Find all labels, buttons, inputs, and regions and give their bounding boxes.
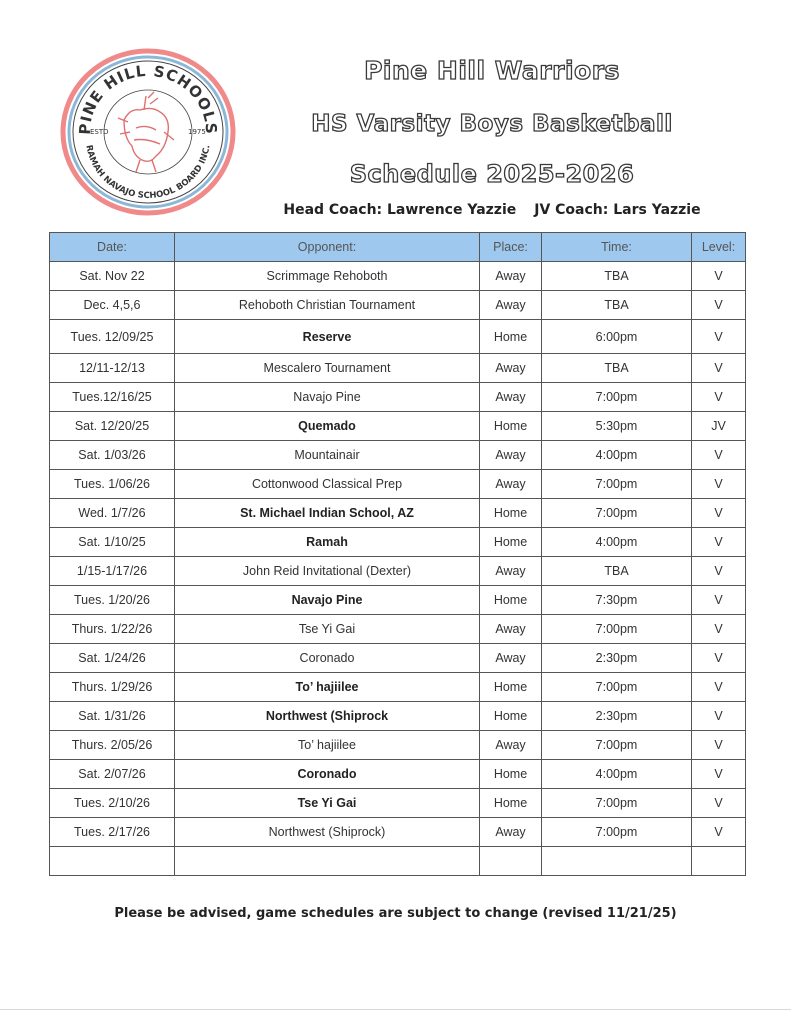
cell-place: Away	[480, 470, 542, 499]
cell-level: V	[692, 731, 746, 760]
cell-place: Away	[480, 818, 542, 847]
cell-place: Home	[480, 528, 542, 557]
cell-opponent: To’ hajiilee	[175, 673, 480, 702]
cell-date: Sat. 2/07/26	[50, 760, 175, 789]
cell-date: Sat. 1/03/26	[50, 441, 175, 470]
cell-date: 12/11-12/13	[50, 354, 175, 383]
cell-level: V	[692, 262, 746, 291]
pine-hill-schools-seal	[60, 48, 236, 216]
cell-time: TBA	[542, 354, 692, 383]
season-title: Schedule 2025-2026	[349, 160, 635, 188]
table-row	[50, 320, 746, 354]
cell-opponent: Ramah	[175, 528, 480, 557]
cell-place: Home	[480, 702, 542, 731]
cell-time: 7:00pm	[542, 818, 692, 847]
cell-opponent: Navajo Pine	[175, 383, 480, 412]
cell-time: 5:30pm	[542, 412, 692, 441]
cell-date: Thurs. 1/22/26	[50, 615, 175, 644]
cell-level: V	[692, 789, 746, 818]
cell-time: 4:00pm	[542, 441, 692, 470]
cell-opponent: Quemado	[175, 412, 480, 441]
schedule-change-notice: Please be advised, game schedules are subject to change (revised 11/21/25)	[114, 906, 677, 921]
cell-time: TBA	[542, 262, 692, 291]
table-row	[50, 702, 746, 731]
cell-level: V	[692, 702, 746, 731]
cell-date: Tues. 1/20/26	[50, 586, 175, 615]
cell-date: Dec. 4,5,6	[50, 291, 175, 320]
cell-level: V	[692, 499, 746, 528]
column-header-time: Time:	[542, 233, 692, 262]
cell-date: Sat. 1/31/26	[50, 702, 175, 731]
table-row	[50, 789, 746, 818]
cell-level: V	[692, 320, 746, 354]
jv-coach: JV Coach: Lars Yazzie	[534, 202, 701, 218]
cell-date	[50, 847, 175, 876]
cell-date: Tues. 2/10/26	[50, 789, 175, 818]
cell-place: Home	[480, 320, 542, 354]
cell-time: 7:00pm	[542, 731, 692, 760]
table-row	[50, 760, 746, 789]
cell-date: Sat. 12/20/25	[50, 412, 175, 441]
cell-place	[480, 847, 542, 876]
cell-place: Away	[480, 291, 542, 320]
table-row	[50, 470, 746, 499]
cell-date: Tues. 2/17/26	[50, 818, 175, 847]
table-row	[50, 441, 746, 470]
column-header-date: Date:	[50, 233, 175, 262]
cell-place: Away	[480, 644, 542, 673]
cell-level: V	[692, 383, 746, 412]
cell-level: V	[692, 760, 746, 789]
cell-opponent: Cottonwood Classical Prep	[175, 470, 480, 499]
cell-place: Home	[480, 673, 542, 702]
table-row	[50, 291, 746, 320]
page-edge-line	[0, 1009, 791, 1010]
cell-opponent: Rehoboth Christian Tournament	[175, 291, 480, 320]
cell-place: Away	[480, 615, 542, 644]
cell-time: 7:30pm	[542, 586, 692, 615]
cell-time: 7:00pm	[542, 789, 692, 818]
cell-opponent: Mountainair	[175, 441, 480, 470]
table-row	[50, 818, 746, 847]
cell-place: Home	[480, 499, 542, 528]
schedule-table	[49, 232, 746, 876]
column-header-place: Place:	[480, 233, 542, 262]
cell-level: V	[692, 818, 746, 847]
seal-left-text: ESTD	[90, 128, 109, 136]
coaches-line	[252, 202, 732, 218]
cell-place: Home	[480, 760, 542, 789]
cell-time: 4:00pm	[542, 760, 692, 789]
cell-opponent: Northwest (Shiprock	[175, 702, 480, 731]
cell-place: Away	[480, 383, 542, 412]
cell-place: Away	[480, 262, 542, 291]
cell-level: V	[692, 291, 746, 320]
table-row	[50, 615, 746, 644]
table-row	[50, 644, 746, 673]
seal-bottom-text: RAMAH NAVAJO SCHOOL BOARD INC.	[83, 144, 213, 202]
cell-opponent: St. Michael Indian School, AZ	[175, 499, 480, 528]
cell-level: V	[692, 586, 746, 615]
cell-time: TBA	[542, 557, 692, 586]
cell-time: 7:00pm	[542, 499, 692, 528]
cell-time: 2:30pm	[542, 644, 692, 673]
cell-level: V	[692, 528, 746, 557]
horse-rider-icon	[118, 92, 174, 172]
cell-date: Sat. Nov 22	[50, 262, 175, 291]
cell-date: Sat. 1/10/25	[50, 528, 175, 557]
cell-opponent: Tse Yi Gai	[175, 789, 480, 818]
table-row	[50, 847, 746, 876]
cell-place: Home	[480, 412, 542, 441]
cell-time: 7:00pm	[542, 383, 692, 412]
cell-opponent: To’ hajiilee	[175, 731, 480, 760]
cell-place: Away	[480, 731, 542, 760]
cell-level: V	[692, 470, 746, 499]
table-row	[50, 383, 746, 412]
cell-date: Tues.12/16/25	[50, 383, 175, 412]
table-row	[50, 673, 746, 702]
cell-time: 4:00pm	[542, 528, 692, 557]
cell-opponent: Coronado	[175, 644, 480, 673]
cell-place: Home	[480, 789, 542, 818]
table-row	[50, 731, 746, 760]
cell-opponent: Coronado	[175, 760, 480, 789]
seal-right-text: 1975	[188, 128, 206, 136]
head-coach: Head Coach: Lawrence Yazzie	[283, 202, 517, 218]
cell-opponent: Mescalero Tournament	[175, 354, 480, 383]
table-row	[50, 262, 746, 291]
cell-date: Sat. 1/24/26	[50, 644, 175, 673]
cell-opponent: Scrimmage Rehoboth	[175, 262, 480, 291]
team-subtitle: HS Varsity Boys Basketball	[311, 111, 673, 137]
cell-level: V	[692, 644, 746, 673]
cell-place: Home	[480, 586, 542, 615]
cell-level: V	[692, 673, 746, 702]
cell-level: V	[692, 441, 746, 470]
cell-level	[692, 847, 746, 876]
table-row	[50, 412, 746, 441]
column-header-opponent: Opponent:	[175, 233, 480, 262]
table-row	[50, 528, 746, 557]
table-row	[50, 557, 746, 586]
cell-time: 7:00pm	[542, 615, 692, 644]
cell-time: 7:00pm	[542, 470, 692, 499]
cell-level: V	[692, 615, 746, 644]
table-row	[50, 586, 746, 615]
table-row	[50, 354, 746, 383]
cell-time: 2:30pm	[542, 702, 692, 731]
cell-date: 1/15-1/17/26	[50, 557, 175, 586]
table-row	[50, 499, 746, 528]
cell-opponent: Tse Yi Gai	[175, 615, 480, 644]
cell-opponent: Northwest (Shiprock)	[175, 818, 480, 847]
cell-time: TBA	[542, 291, 692, 320]
cell-level: V	[692, 557, 746, 586]
cell-date: Tues. 1/06/26	[50, 470, 175, 499]
team-title: Pine Hill Warriors	[364, 56, 620, 85]
cell-date: Tues. 12/09/25	[50, 320, 175, 354]
cell-time: 7:00pm	[542, 673, 692, 702]
seal-top-text: PINE HILL SCHOOLS	[75, 61, 221, 136]
cell-opponent	[175, 847, 480, 876]
cell-opponent: John Reid Invitational (Dexter)	[175, 557, 480, 586]
cell-place: Away	[480, 441, 542, 470]
cell-date: Thurs. 2/05/26	[50, 731, 175, 760]
cell-place: Away	[480, 354, 542, 383]
cell-level: V	[692, 354, 746, 383]
cell-place: Away	[480, 557, 542, 586]
cell-level: JV	[692, 412, 746, 441]
table-header-row	[50, 233, 746, 262]
cell-date: Thurs. 1/29/26	[50, 673, 175, 702]
cell-opponent: Reserve	[175, 320, 480, 354]
cell-opponent: Navajo Pine	[175, 586, 480, 615]
cell-date: Wed. 1/7/26	[50, 499, 175, 528]
cell-time	[542, 847, 692, 876]
cell-time: 6:00pm	[542, 320, 692, 354]
column-header-level: Level:	[692, 233, 746, 262]
